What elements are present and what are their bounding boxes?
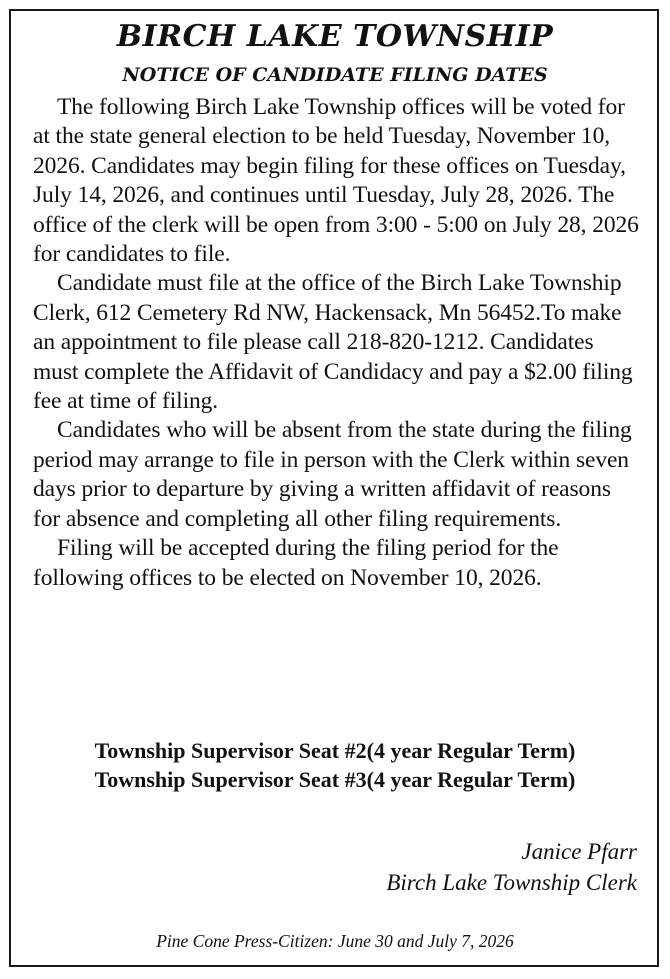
signature-name: Janice Pfarr [521, 839, 637, 864]
notice-subtitle: NOTICE OF CANDIDATE FILING DATES [122, 64, 548, 86]
notice-body [33, 93, 643, 593]
paragraph-offices-intro: Filing will be accepted during the filing period for the following offices to be elected on November 10, 2026. [33, 535, 559, 591]
offices-list [0, 736, 670, 794]
office-item: Township Supervisor Seat #2(4 year Regular Term) [94, 738, 576, 763]
office-item: Township Supervisor Seat #3(4 year Regular Term) [94, 767, 576, 792]
publication-line: Pine Cone Press-Citizen: June 30 and July 7, 2026 [156, 931, 514, 951]
paragraph-absent-candidates: Candidates who will be absent from the state during the filing period may arrange to file in person with the Clerk within seven days prior to departure by giving a written affidavit of reasons for absence and completing all other filing requirements. [33, 417, 632, 532]
signature-role: Birch Lake Township Clerk [386, 870, 637, 895]
notice-title: BIRCH LAKE TOWNSHIP [116, 19, 554, 54]
paragraph-election-dates: The following Birch Lake Township offices will be voted for at the state general election to be held Tuesday, November 10, 2026. Candidates may begin filing for these offices on Tuesday, July 14, 2026, and continues until Tuesday, July 28, 2026. The office of the clerk will be open from 3:00 - 5:00 on July 28, 2026 for candidates to file. [33, 94, 639, 268]
paragraph-filing-location: Candidate must file at the office of the Birch Lake Township Clerk, 612 Cemetery Rd NW, Hackensack, Mn 56452.To make an appointment to file please call 218-820-1212. Candidates must complete the Affidavit of Candidacy and pay a $2.00 filing fee at time of filing. [33, 270, 633, 415]
signature-block [386, 836, 637, 898]
